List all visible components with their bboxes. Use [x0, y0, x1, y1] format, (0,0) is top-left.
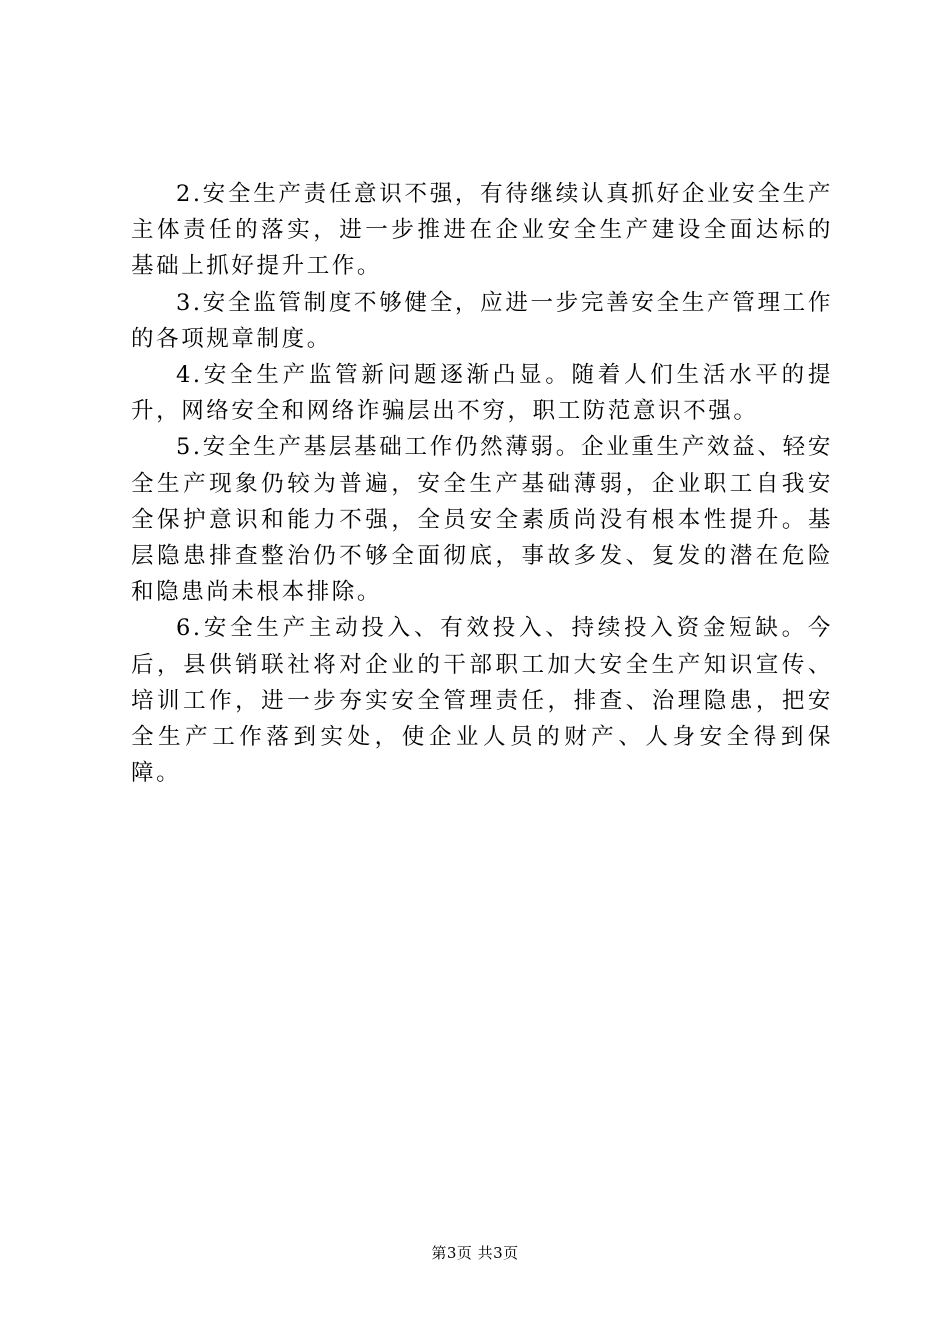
document-body	[131, 176, 833, 791]
paragraph-item-4: 4.安全生产监管新问题逐渐凸显。随着人们生活水平的提升，网络安全和网络诈骗层出不穷，职工防范意识不强。	[131, 362, 833, 425]
paragraph-item-3: 3.安全监管制度不够健全，应进一步完善安全生产管理工作的各项规章制度。	[131, 289, 833, 352]
paragraph-item-6: 6.安全生产主动投入、有效投入、持续投入资金短缺。今后，县供销联社将对企业的干部职工加大安全生产知识宣传、培训工作，进一步夯实安全管理责任，排查、治理隐患，把安全生产工作落到实处，使企业人员的财产、人身安全得到保障。	[131, 615, 833, 787]
paragraph-item-2: 2.安全生产责任意识不强，有待继续认真抓好企业安全生产主体责任的落实，进一步推进在企业安全生产建设全面达标的基础上抓好提升工作。	[131, 181, 833, 280]
page-number-footer: 第3页 共3页	[431, 1244, 519, 1262]
paragraph-item-5: 5.安全生产基层基础工作仍然薄弱。企业重生产效益、轻安全生产现象仍较为普遍，安全生产基础薄弱，企业职工自我安全保护意识和能力不强，全员安全素质尚没有根本性提升。基层隐患排查整治仍不够全面彻底，事故多发、复发的潜在危险和隐患尚未根本排除。	[131, 434, 833, 606]
